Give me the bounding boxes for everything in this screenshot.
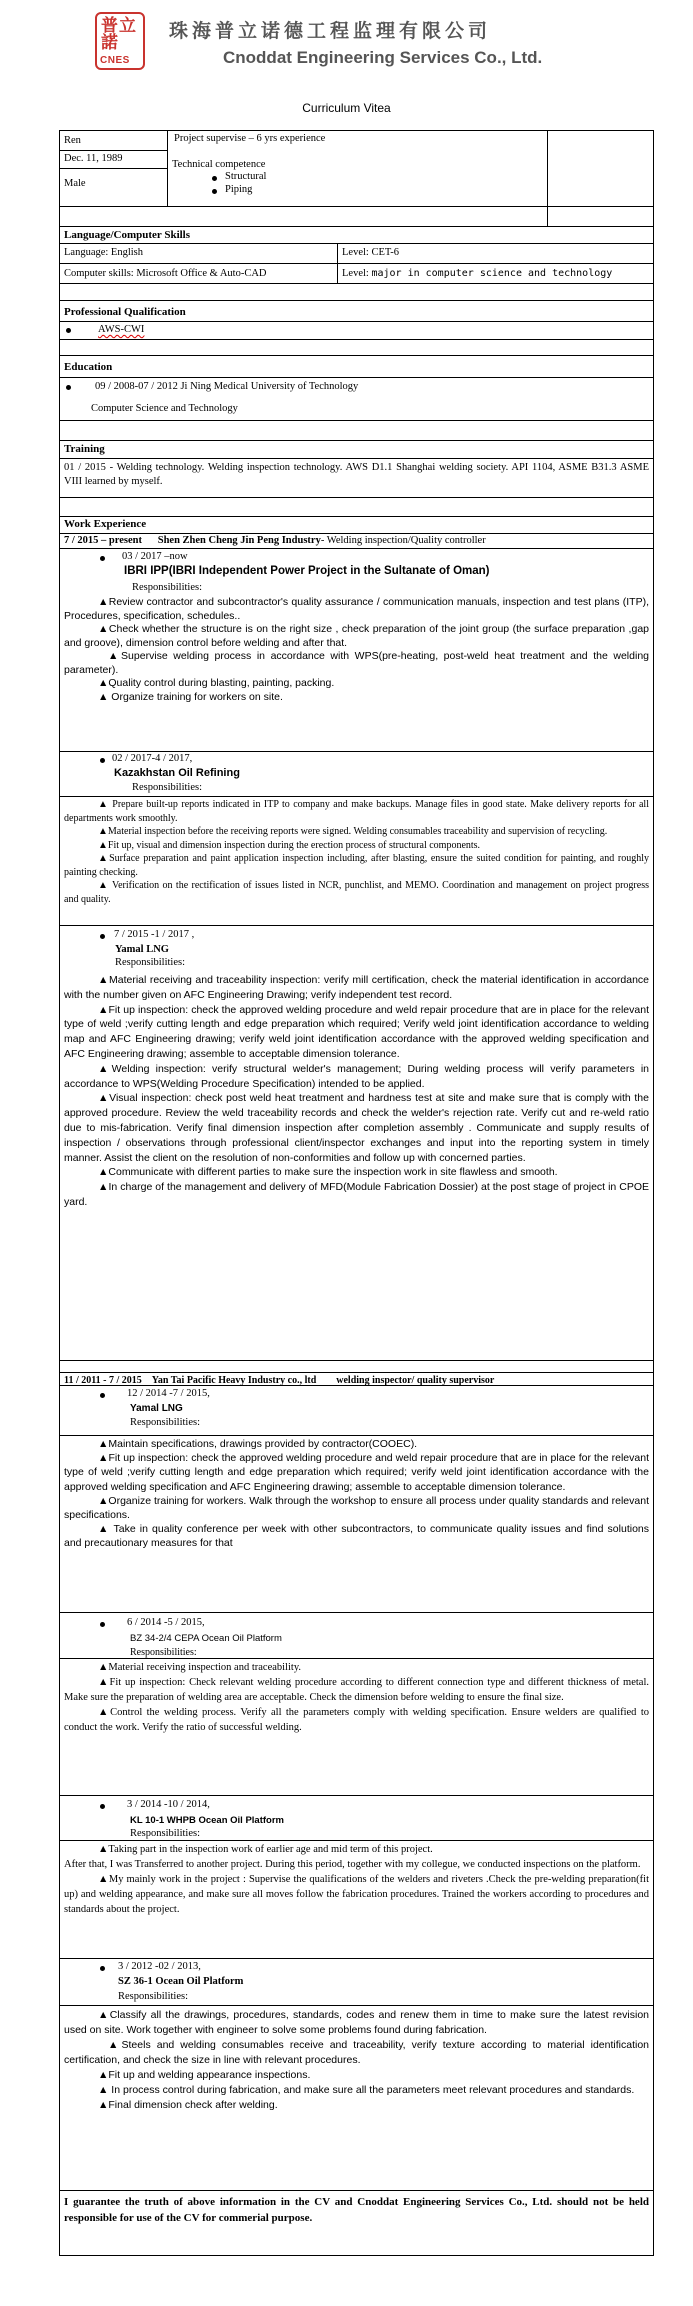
job1-p3-item: ▲Welding inspection: verify structural welder's management; During welding process will verify parameters in accordance to WPS(Welding Procedure Specification) intended to be applied. <box>64 1062 649 1090</box>
job1-p1-items <box>64 596 649 704</box>
job1-p2-item: ▲ Prepare built-up reports indicated in ITP to company and make backups. Manage files in good state. Make delivery reports for all departments work smoothly. <box>64 799 649 824</box>
bullet-icon <box>212 189 217 194</box>
job1-company: Shen Zhen Cheng Jin Peng Industry <box>157 535 321 546</box>
divider <box>59 533 654 534</box>
divider <box>59 548 654 549</box>
job2-p4-items <box>64 2008 649 2113</box>
job2-p2-name: BZ 34-2/4 CEPA Ocean Oil Platform <box>130 1633 282 1644</box>
guarantee-statement: I guarantee the truth of above information in the CV and Cnoddat Engineering Services Co., Ltd. should not be held responsible for use of the CV for commerial purpose. <box>64 2196 649 2224</box>
education-line-2: Computer Science and Technology <box>91 403 238 414</box>
skills-heading: Language/Computer Skills <box>64 229 191 241</box>
job2-p4-date: 3 / 2012 -02 / 2013, <box>118 1961 201 1972</box>
job2-p1-name: Yamal LNG <box>130 1403 183 1414</box>
divider <box>59 1958 654 1959</box>
divider <box>59 263 654 264</box>
divider <box>59 2005 654 2006</box>
job1-p3-item: ▲Fit up inspection: check the approved welding procedure and weld repair procedure that are in place for the relevant type of weld ;verify cutting length and edge preparation which required; Verify weld joint identification accordance to welding map and AFC Engineering drawing; verify weld joint identification accordance with the approved welding specification and AFC Engineering drawing; assemble to acceptable dimension tolerance. <box>64 1003 649 1060</box>
job2-p3-name: KL 10-1 WHPB Ocean Oil Platform <box>130 1815 284 1826</box>
bullet-icon <box>100 1804 105 1809</box>
job1-p2-name: Kazakhstan Oil Refining <box>114 767 240 779</box>
job2-p1-item: ▲Maintain specifications, drawings provided by contractor(COOEC). <box>98 1438 418 1450</box>
job2-p2-item: ▲Control the welding process. Verify all the parameters comply with welding specification. Ensure welders are qualified to conduct the work. Verify the ratio of successful welding. <box>64 1707 649 1733</box>
job2-p3-date: 3 / 2014 -10 / 2014, <box>127 1799 210 1810</box>
job2-p1-items <box>64 1437 649 1551</box>
bullet-icon <box>100 758 105 763</box>
language-level: Level: CET-6 <box>342 247 400 258</box>
divider <box>59 1612 654 1613</box>
divider <box>59 458 654 459</box>
job2-p1-date: 12 / 2014 -7 / 2015, <box>127 1388 210 1399</box>
job2-p4-item: ▲Fit up and welding appearance inspections. <box>98 2069 311 2081</box>
computer-skill: Computer skills: Microsoft Office & Auto-CAD <box>64 268 267 279</box>
gender: Male <box>64 178 86 189</box>
job2-p4-item: ▲Classify all the drawings, procedures, standards, codes and renew them in time to make sure the latest revision used on site. Work together with engineer to solve some problems found during fabrication. <box>64 2009 649 2036</box>
divider <box>59 497 654 498</box>
divider <box>59 2190 654 2191</box>
divider <box>59 751 654 752</box>
computer-level <box>342 268 612 279</box>
divider <box>547 130 548 226</box>
job2-p4-resp: Responsibilities: <box>118 1991 189 2002</box>
qualification-item <box>98 324 144 335</box>
job1-p1-item: ▲Supervise welding process in accordance with WPS(pre-heating, post-weld heat treatment and the welding parameter). <box>64 650 649 676</box>
bullet-icon <box>212 176 217 181</box>
bullet-icon <box>100 1622 105 1627</box>
job2-p4-item: ▲Final dimension check after welding. <box>98 2099 278 2111</box>
divider <box>59 1372 654 1373</box>
education-line-1: 09 / 2008-07 / 2012 Ji Ning Medical University of Technology <box>95 381 359 392</box>
divider <box>59 1435 654 1436</box>
divider <box>167 130 168 206</box>
divider <box>59 243 654 244</box>
job1-period: 7 / 2015 – present <box>64 535 142 546</box>
job2-p3-resp: Responsibilities: <box>130 1828 201 1839</box>
competence-piping: Piping <box>225 184 253 195</box>
divider <box>59 226 654 227</box>
divider <box>59 925 654 926</box>
job1-p2-item: ▲Material inspection before the receiving reports were signed. Welding consumables traceability and supervision of recycling. <box>98 826 608 837</box>
divider <box>337 243 338 283</box>
job2-period: 11 / 2011 - 7 / 2015 <box>64 1375 142 1386</box>
company-name-chinese: 珠海普立诺德工程监理有限公司 <box>169 20 492 42</box>
job2-p2-item: ▲Material receiving inspection and traceability. <box>98 1662 302 1673</box>
job2-p2-item: ▲Fit up inspection: Check relevant welding procedure according to different connection type and different thickness of metal. Make sure the preparation of welding area are acceptable. Check the dimension before welding to ensure the final size. <box>64 1677 649 1703</box>
job2-p4-item: ▲Steels and welding consumables receive and traceability, verify texture according to material identification certification, and check the size in line with relevant procedures. <box>64 2039 649 2066</box>
job2-p1-resp: Responsibilities: <box>130 1417 201 1428</box>
job1-p1-item: ▲Review contractor and subcontractor's quality assurance / communication manuals, inspection and test plans (ITP), Procedures, specification, schedules.. <box>64 596 649 622</box>
job1-p2-date: 02 / 2017-4 / 2017, <box>112 753 193 764</box>
job1-p2-item: ▲Surface preparation and paint application inspection including, after blasting, ensure the suited condition for painting, and roughly painting checking. <box>64 853 649 878</box>
computer-level-label: Level: <box>342 268 372 279</box>
logo-text: CNES <box>100 55 130 66</box>
job2-p1-item: ▲Fit up inspection: check the approved welding procedure and weld repair procedure that are in place for the relevant type of weld ;verify cutting length and edge preparation which required; verify weld joint identification accordance with the approved welding specification and AFC Engineering drawing; assemble to acceptable dimension tolerance. <box>64 1452 649 1493</box>
bullet-icon <box>100 556 105 561</box>
bullet-icon <box>100 1393 105 1398</box>
divider <box>59 420 654 421</box>
company-logo <box>95 12 145 70</box>
job2-company: Yan Tai Pacific Heavy Industry co., ltd <box>151 1375 317 1386</box>
divider <box>59 796 654 797</box>
job1-p1-item: ▲Quality control during blasting, painting, packing. <box>98 677 335 689</box>
bullet-icon <box>66 328 71 333</box>
training-heading: Training <box>64 443 105 455</box>
qualification-value: AWS-CWI <box>98 324 145 335</box>
job1-header <box>64 535 486 546</box>
job1-p1-item: ▲ Organize training for workers on site. <box>98 690 283 703</box>
bullet-icon <box>66 385 71 390</box>
divider <box>59 440 654 441</box>
job2-p1-item: ▲Organize training for workers. Walk through the workshop to ensure all process under quality standards and relevant specifications. <box>64 1494 649 1522</box>
job1-p3-item: ▲Communicate with different parties to make sure the inspection work in site flawless and smooth. <box>98 1166 558 1179</box>
job2-p2-resp: Responsibilities: <box>130 1647 197 1658</box>
job1-p3-item: ▲Visual inspection: check post weld heat treatment and hardness test at site and make sure that is comply with the approved procedure. Review the weld traceability records and check the welder's rejection rate. Verify cut and re-weld ratio due to mis-fabrication. Verify final dimension inspection after completion assembly . Communicate and supply results of inspection / observations through professional client/inspector exchanges and input into the reporting system in timely manner. Assist the client on the resolution of non-conformities and follow up with concerned parties. <box>64 1092 649 1164</box>
job2-p3-item: After that, I was Transferred to another project. During this period, together with my collegue, we conducted inspections on the platform. <box>64 1859 641 1870</box>
competence-label: Technical competence <box>172 159 266 170</box>
divider <box>59 283 654 284</box>
job2-header <box>64 1375 494 1386</box>
divider <box>59 300 654 301</box>
education-heading: Education <box>64 361 113 373</box>
divider <box>59 1795 654 1796</box>
divider <box>59 377 654 378</box>
training-text: 01 / 2015 - Welding technology. Welding inspection technology. AWS D1.1 Shanghai welding society. API 1104, ASME B31.3 ASME VIII learned by myself. <box>64 462 649 487</box>
job1-p1-date: 03 / 2017 –now <box>122 551 188 562</box>
job1-p3-name: Yamal LNG <box>115 944 169 955</box>
divider <box>59 1360 654 1361</box>
job2-p3-item: ▲Taking part in the inspection work of earlier age and mid term of this project. <box>98 1844 433 1855</box>
divider <box>59 355 654 356</box>
job1-p1-name: IBRI IPP(IBRI Independent Power Project in the Sultanate of Oman) <box>124 565 490 577</box>
job2-p4-name: SZ 36-1 Ocean Oil Platform <box>118 1976 244 1987</box>
job1-p2-item: ▲Fit up, visual and dimension inspection during the erection process of structural components. <box>98 839 481 851</box>
logo-characters: 普立 諾 <box>101 16 137 52</box>
language-skill: Language: English <box>64 247 144 258</box>
divider <box>59 150 167 151</box>
job1-p2-resp: Responsibilities: <box>132 782 203 793</box>
job1-p2-items <box>64 798 649 906</box>
birth-date: Dec. 11, 1989 <box>64 153 123 164</box>
job1-p3-date: 7 / 2015 -1 / 2017 , <box>114 929 195 940</box>
job1-p2-item: ▲ Verification on the rectification of issues listed in NCR, punchlist, and MEMO. Coordination and management on project progress and quality. <box>64 880 649 905</box>
letterhead <box>95 12 615 72</box>
divider <box>59 1840 654 1841</box>
competence-structural: Structural <box>225 171 267 182</box>
job2-p4-item: ▲ In process control during fabrication, and make sure all the parameters meet relevant procedures and standards. <box>98 2084 635 2096</box>
job1-p3-item: ▲In charge of the management and delivery of MFD(Module Fabrication Dossier) at the post stage of project in CPOE yard. <box>64 1181 649 1208</box>
job2-p2-date: 6 / 2014 -5 / 2015, <box>127 1617 205 1628</box>
company-name-english: Cnoddat Engineering Services Co., Ltd. <box>223 48 543 67</box>
qualification-heading: Professional Qualification <box>64 306 186 318</box>
candidate-name: Ren <box>64 135 81 146</box>
job1-p1-resp: Responsibilities: <box>132 582 203 593</box>
job1-p3-item: ▲Material receiving and traceability inspection: verify mill certification, check the material identification in accordance with the number given on AFC Engineering Drawing; verify independent test record. <box>64 974 649 1001</box>
experience-summary: Project supervise – 6 yrs experience <box>174 133 326 144</box>
job2-p3-items <box>64 1842 649 1917</box>
job2-p3-item: ▲My mainly work in the project : Supervise the qualifications of the welders and riveters .Check the pre-welding preparation(fit up) and welding appearance, and make sure all moves follow the fabrication procedures. Trained the workers according to procedures and standards about the project. <box>64 1874 649 1915</box>
job2-p2-items <box>64 1660 649 1735</box>
document-title: Curriculum Vitea <box>302 101 391 115</box>
computer-level-value: major in computer science and technology <box>371 268 613 279</box>
divider <box>59 339 654 340</box>
divider <box>59 516 654 517</box>
divider <box>59 321 654 322</box>
job2-p1-item: ▲ Take in quality conference per week with other subcontractors, to communicate quality issues and find solutions and precautionary measures for that <box>64 1523 649 1550</box>
job1-p3-resp: Responsibilities: <box>115 957 186 968</box>
job2-role: welding inspector/ quality supervisor <box>336 1375 495 1386</box>
divider <box>59 1658 654 1659</box>
job1-p1-item: ▲Check whether the structure is on the right size , check preparation of the joint group (the surface preparation ,gap and groove), dimension control before welding and after that. <box>64 623 649 649</box>
job1-p3-items <box>64 973 649 1210</box>
job1-role: - Welding inspection/Quality controller <box>320 535 486 546</box>
bullet-icon <box>100 934 105 939</box>
bullet-icon <box>100 1966 105 1971</box>
divider <box>59 206 654 207</box>
divider <box>59 168 167 169</box>
work-heading: Work Experience <box>64 518 147 530</box>
